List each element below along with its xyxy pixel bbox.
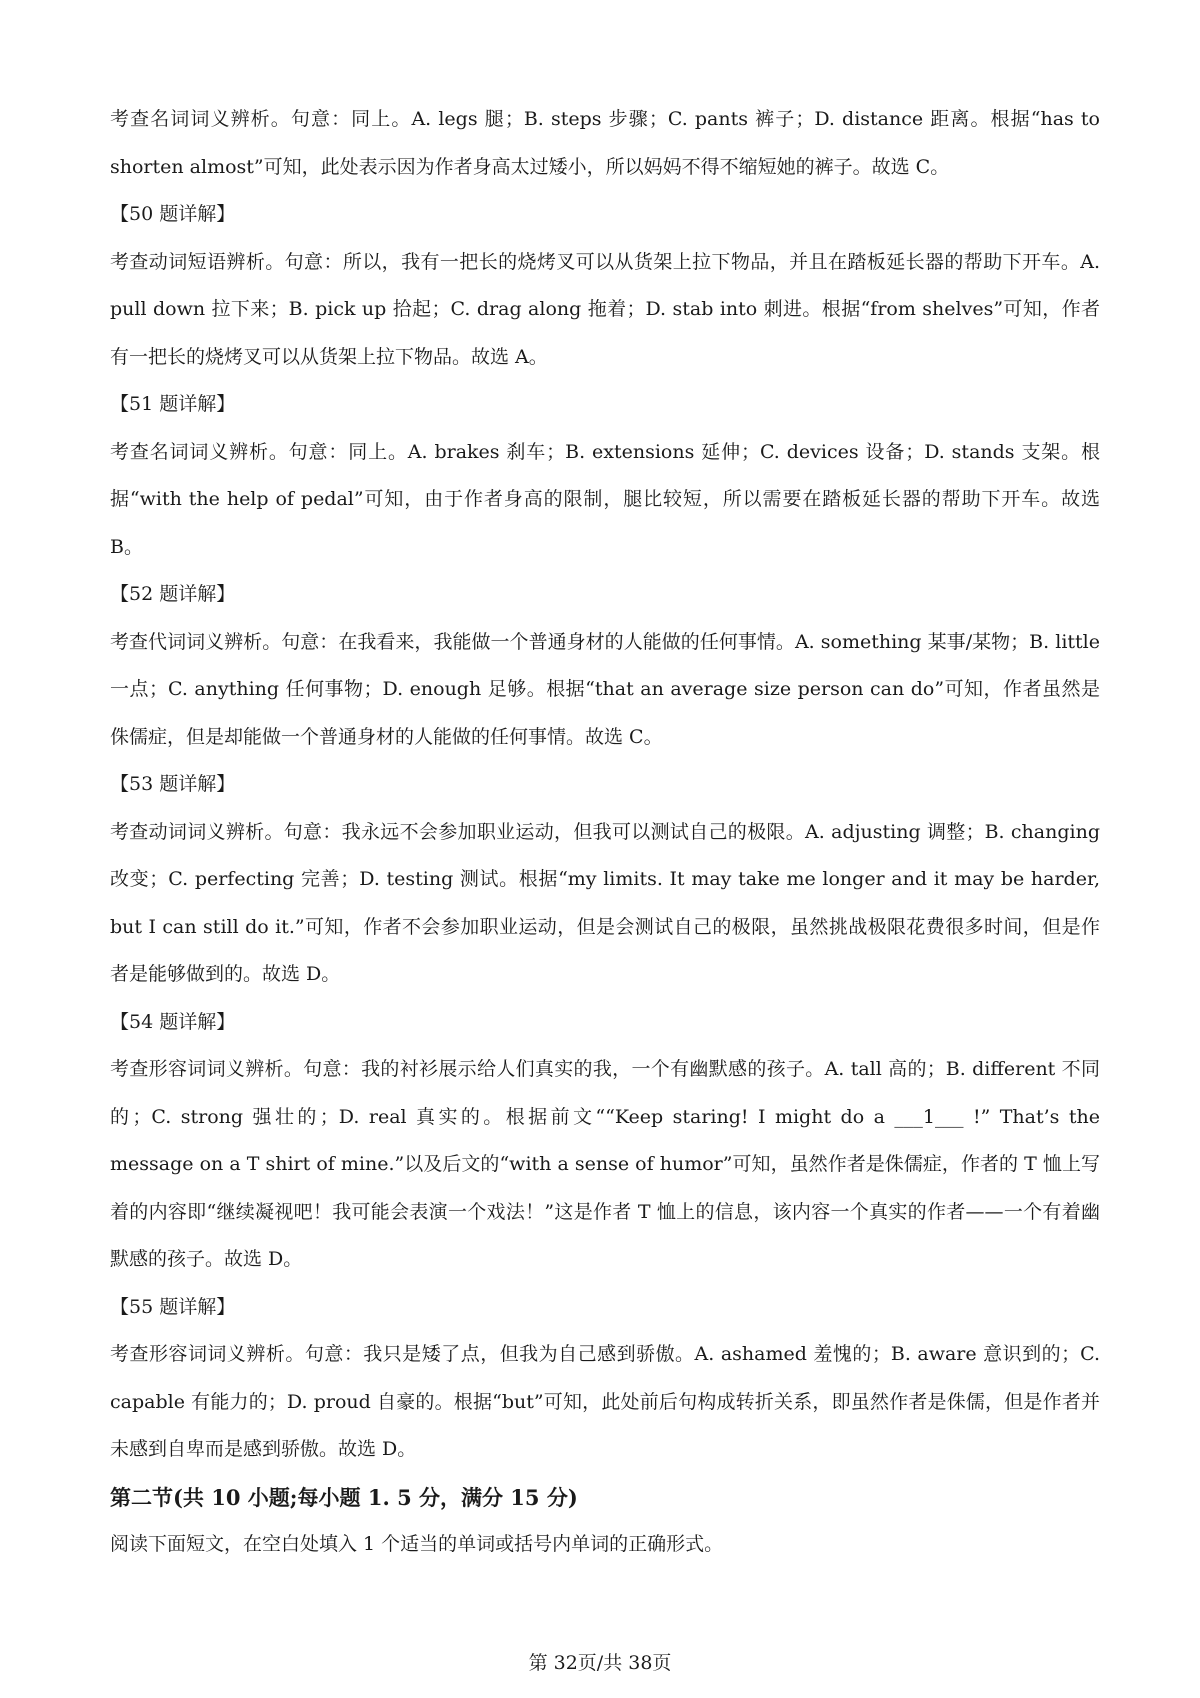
paragraph-instructions: 阅读下面短文，在空白处填入 1 个适当的单词或括号内单词的正确形式。	[110, 1533, 724, 1555]
paragraph-q54-explanation: 考查形容词词义辨析。句意：我的衬衫展示给人们真实的我，一个有幽默感的孩子。A. tall 高的；B. different 不同的；C. strong 强壮的；D. real 真实的。根据前文““Keep staring! I might do a ___1___ !” That’s the message on a T shirt of mine.”以及后文的“with a sense of humor”可知，虽然作者是侏儒症，作者的 T 恤上写着的内容即“继续凝视吧！我可能会表演一个戏法！”这是作者 T 恤上的信息，该内容一个真实的作者——一个有着幽默感的孩子。故选 D。	[110, 1058, 1100, 1270]
paragraph-q51-explanation: 考查名词词义辨析。句意：同上。A. brakes 刹车；B. extensions 延伸；C. devices 设备；D. stands 支架。根据“with the help of pedal”可知，由于作者身高的限制，腿比较短，所以需要在踏板延长器的帮助下开车。故选 B。	[110, 440, 1100, 558]
paragraph-q55-explanation: 考查形容词词义辨析。句意：我只是矮了点，但我为自己感到骄傲。A. ashamed 羞愧的；B. aware 意识到的；C. capable 有能力的；D. proud 自豪的。根据“but”可知，此处前后句构成转折关系，即虽然作者是侏儒，但是作者并未感到自卑而是感到骄傲。故选 D。	[110, 1343, 1100, 1460]
document-body	[110, 96, 1100, 1569]
heading-q54: 【54 题详解】	[110, 1010, 236, 1033]
paragraph-q53-explanation: 考查动词词义辨析。句意：我永远不会参加职业运动，但我可以测试自己的极限。A. adjusting 调整；B. changing 改变；C. perfecting 完善；D. testing 测试。根据“my limits. It may take me longer and it may be harder, but I can still do it.”可知，作者不会参加职业运动，但是会测试自己的极限，虽然挑战极限花费很多时间，但是作者是能够做到的。故选 D。	[110, 820, 1100, 985]
section-title-part-two: 第二节(共 10 小题;每小题 1. 5 分，满分 15 分)	[110, 1484, 578, 1510]
heading-q52: 【52 题详解】	[110, 583, 236, 605]
paragraph-q52-explanation: 考查代词词义辨析。句意：在我看来，我能做一个普通身材的人能做的任何事情。A. something 某事/某物；B. little 一点；C. anything 任何事物；D. enough 足够。根据“that an average size person can do”可知，作者虽然是侏儒症，但是却能做一个普通身材的人能做的任何事情。故选 C。	[110, 630, 1100, 748]
page-number: 第 32页/共 38页	[528, 1652, 672, 1674]
paragraph-q50-explanation: 考查动词短语辨析。句意：所以，我有一把长的烧烤叉可以从货架上拉下物品，并且在踏板延长器的帮助下开车。A. pull down 拉下来；B. pick up 拾起；C. drag along 拖着；D. stab into 刺进。根据“from shelves”可知，作者有一把长的烧烤叉可以从货架上拉下物品。故选 A。	[110, 250, 1100, 368]
heading-q51: 【51 题详解】	[110, 393, 236, 415]
heading-q53: 【53 题详解】	[110, 773, 236, 795]
heading-q50: 【50 题详解】	[110, 203, 236, 225]
paragraph-q49-explanation: 考查名词词义辨析。句意：同上。A. legs 腿；B. steps 步骤；C. pants 裤子；D. distance 距离。根据“has to shorten almost”可知，此处表示因为作者身高太过矮小，所以妈妈不得不缩短她的裤子。故选 C。	[110, 108, 1100, 178]
heading-q55: 【55 题详解】	[110, 1295, 236, 1318]
